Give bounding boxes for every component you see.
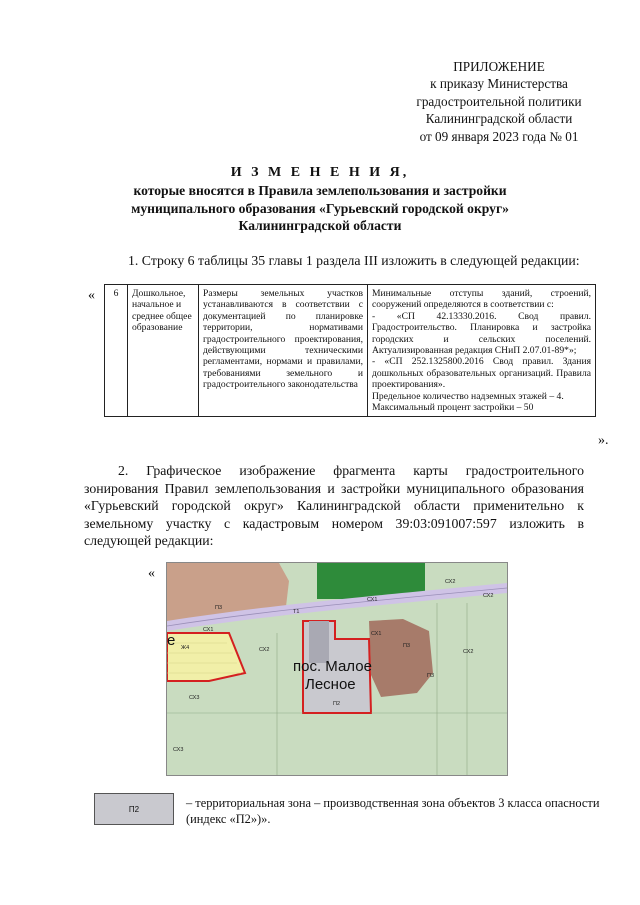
label-t1: Т1 (293, 609, 300, 615)
zoning-map (166, 562, 508, 776)
title-heading: И З М Е Н Е Н И Я, (230, 165, 410, 180)
limits-line: Предельное количество надземных этажей – 4. (372, 390, 564, 402)
use-type-cell: Дошкольное, начальное и среднее общее образование (128, 285, 199, 417)
item-1-text: 1. Строку 6 таблицы 35 главы 1 раздела III изложить в следующей редакции: (128, 253, 580, 268)
label-sx2-right: СХ2 (483, 593, 494, 599)
item-2-text (84, 462, 584, 550)
appendix-line: градостроительной политики (416, 93, 582, 109)
row-number: 6 (105, 285, 128, 417)
label-zh4: Ж4 (181, 645, 190, 651)
label-sx1-top: СХ1 (367, 597, 378, 603)
title-line: которые вносятся в Правила землепользования и застройки (133, 183, 507, 198)
appendix-header (394, 58, 604, 145)
label-p3-small: П3 (427, 673, 435, 679)
legend-description: – территориальная зона – производственная зона объектов 3 класса опасности (индекс «П2»)». (186, 796, 600, 826)
legend-code: П2 (128, 804, 140, 814)
p2-building (309, 621, 329, 663)
plot-size-cell: Размеры земельных участков устанавливаются в соответствии с документацией по планировке территории, нормативами градостроительного проектирования, действующими техническими регламентами, нормами и правилами, требованиями земельного и градостроительного законодательства (199, 285, 368, 417)
label-sx1-mid: СХ1 (371, 631, 382, 637)
label-sx2-mid: СХ2 (259, 647, 270, 653)
label-sx3: СХ3 (189, 695, 200, 701)
label-sx1-left: СХ1 (203, 627, 214, 633)
close-quote: ». (598, 433, 609, 448)
limits-line: Максимальный процент застройки – 50 (372, 402, 534, 414)
appendix-title: ПРИЛОЖЕНИЕ (453, 59, 545, 74)
amendment-table (104, 284, 596, 417)
document-title (0, 164, 640, 235)
label-p3: П3 (215, 605, 223, 611)
place-name-line-1: пос. Малое (293, 658, 372, 675)
label-sx2-top: СХ2 (445, 579, 456, 585)
limits-line: Минимальные отступы зданий, строений, сооружений определяются в соответствии с: (372, 288, 591, 311)
open-quote: « (88, 288, 95, 303)
zoning-map-svg (167, 563, 507, 775)
limits-line: - «СП 42.13330.2016. Свод правил. Градостроительство. Планировка и застройка городских и сельских поселений. Актуализированная редакция СНиП 2.07.01-89*»; (372, 310, 591, 357)
label-sx2-east: СХ2 (463, 649, 474, 655)
appendix-date: от 09 января 2023 года № 01 (419, 128, 579, 144)
place-name-line-2: Лесное (305, 676, 356, 693)
appendix-line: к приказу Министерства (430, 76, 568, 92)
label-p2: П2 (333, 701, 341, 707)
table-row (105, 285, 596, 417)
title-line: Калининградской области (238, 218, 402, 233)
title-line: муниципального образования «Гурьевский городской округ» (131, 200, 509, 216)
limits-cell (368, 285, 596, 417)
item-2-content: 2. Графическое изображение фрагмента карты градостроительного зонирования Правил землепользования и застройки муниципального образования «Гурьевский городской округ» Калининградской области применительно к земельному участку с кадастровым номером 39:03:091007:597 изложить в следующей редакции: (84, 463, 584, 549)
map-open-quote: « (148, 566, 155, 581)
label-p3-right: П3 (403, 643, 411, 649)
appendix-line: Калининградской области (425, 111, 573, 127)
label-sx3-lower: СХ3 (173, 747, 184, 753)
legend-swatch-p2 (94, 793, 174, 825)
label-edge: е (167, 632, 176, 649)
limits-line: - «СП 252.1325800.2016 Свод правил. Здания дошкольных образовательных организаций. Правила проектирования». (372, 356, 591, 391)
